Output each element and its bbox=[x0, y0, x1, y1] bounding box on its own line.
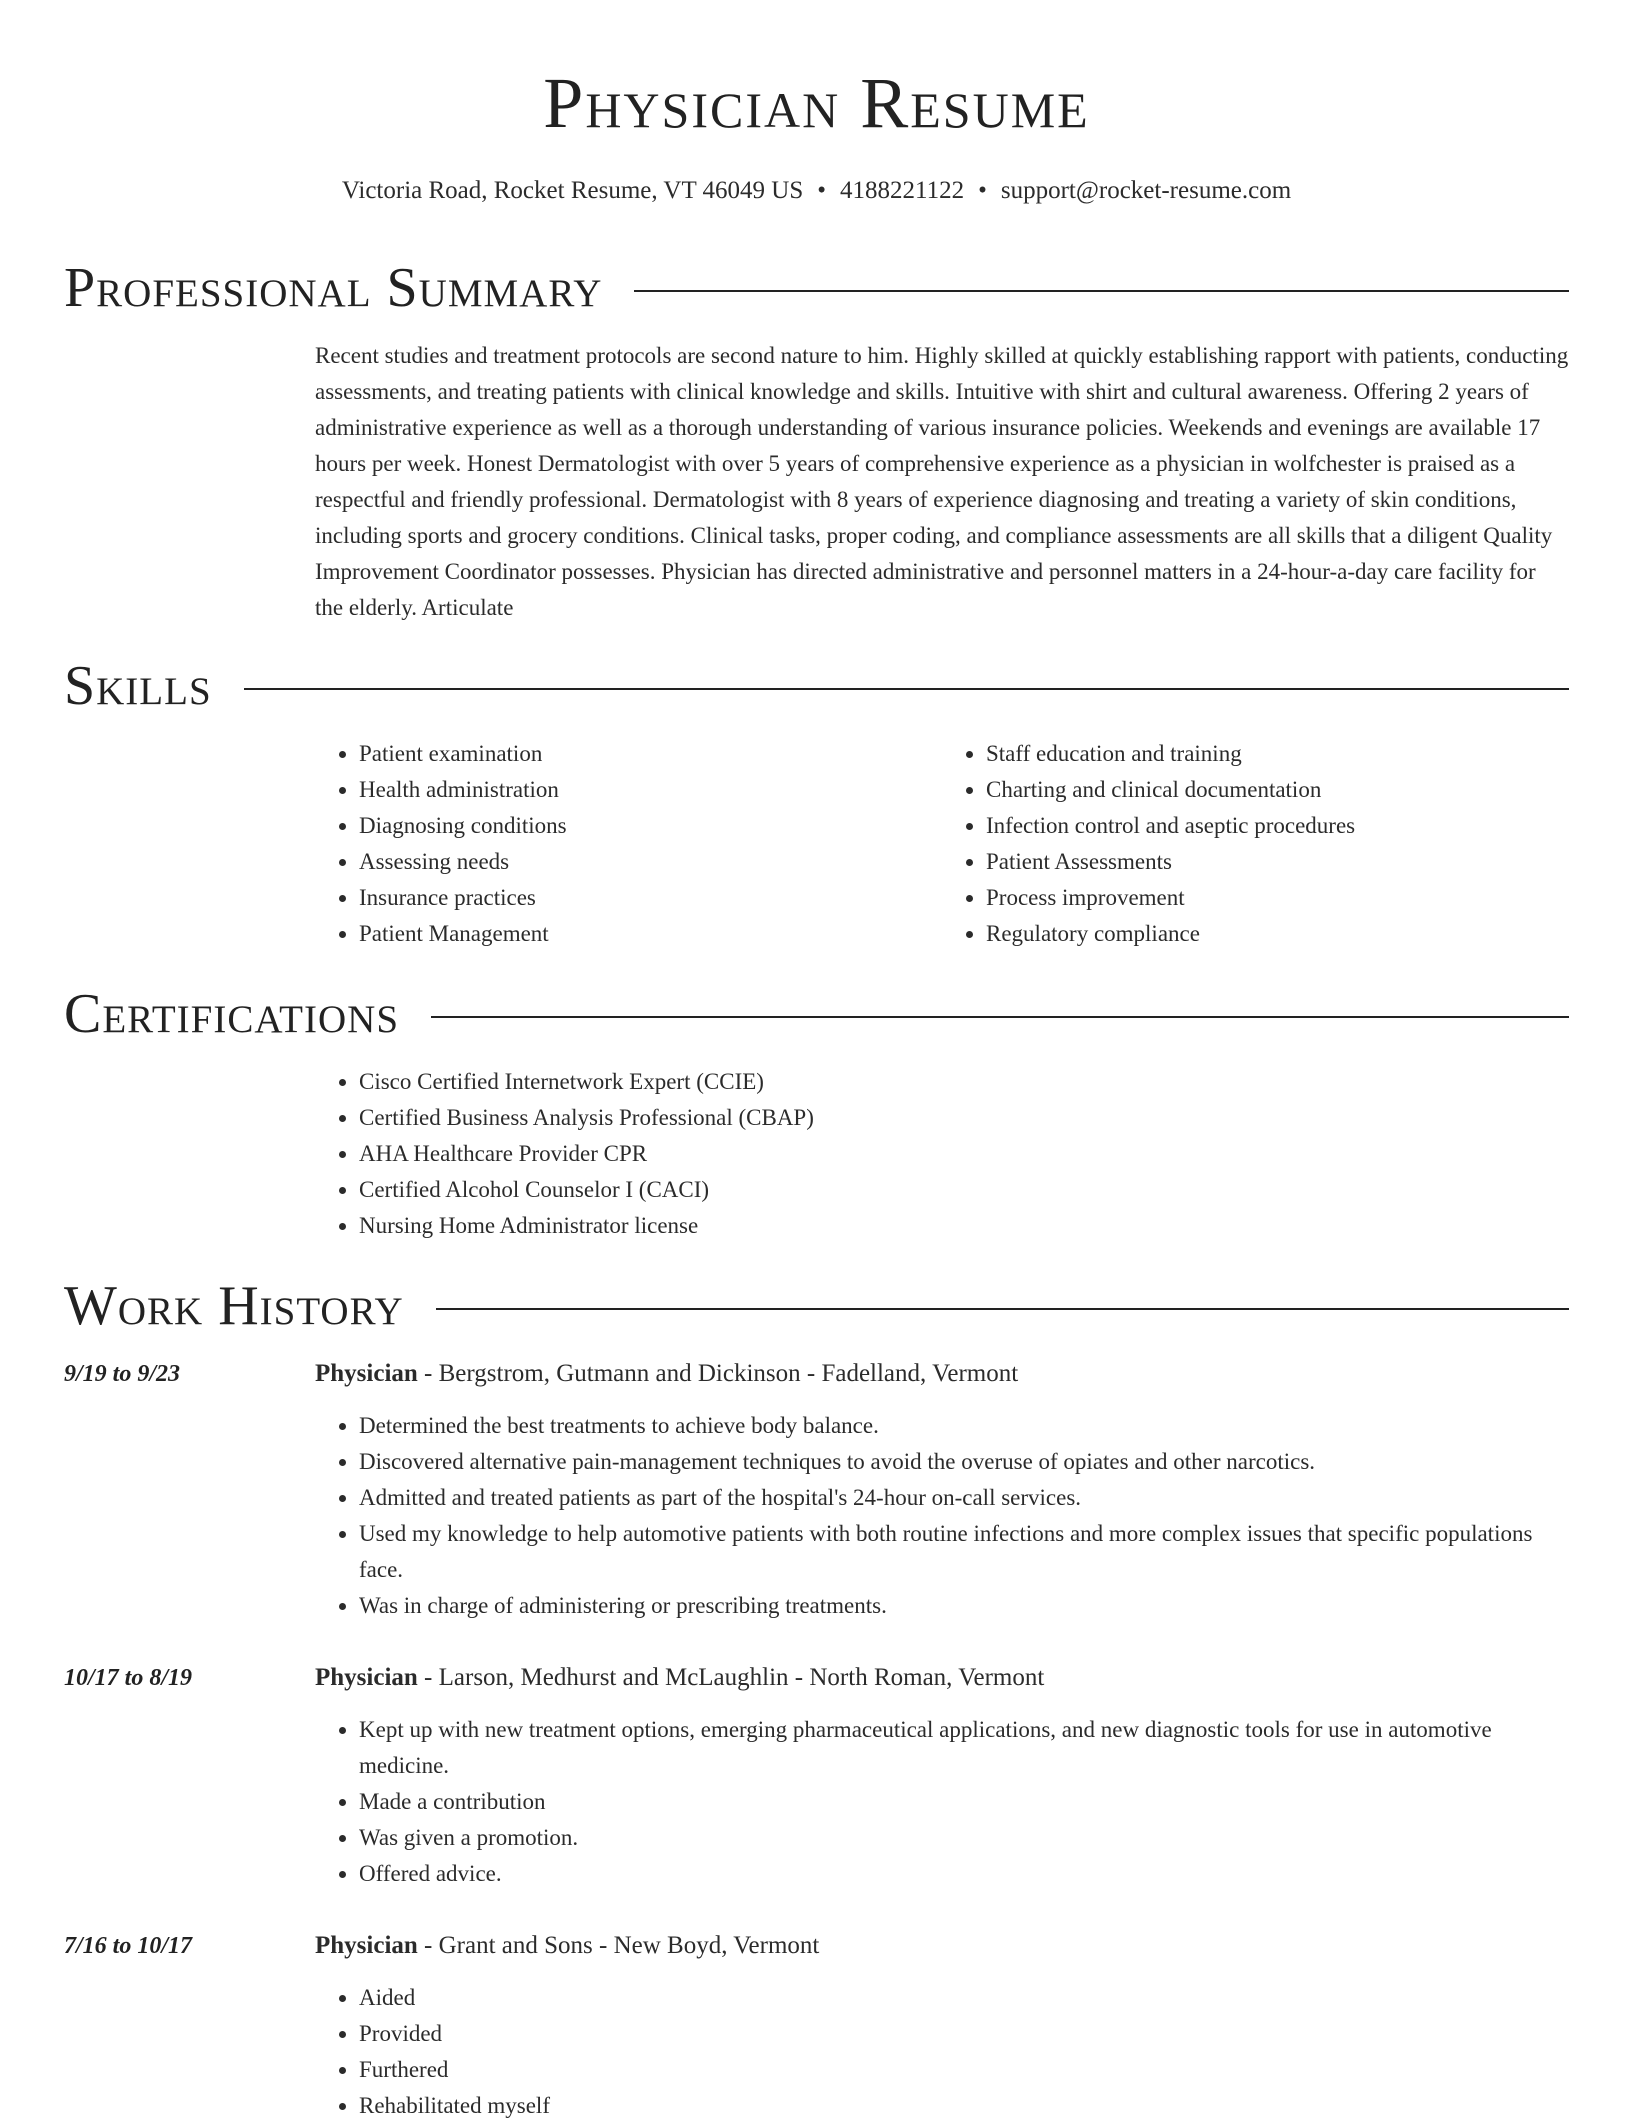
certification-item: • Certified Business Analysis Professional (CBAP) bbox=[359, 1100, 1569, 1136]
skills-section-header bbox=[64, 654, 1569, 718]
skills-heading: Skills bbox=[64, 655, 212, 717]
job-title-line bbox=[315, 1662, 1044, 1694]
certifications-list bbox=[315, 1064, 1569, 1244]
skill-item: • Charting and clinical documentation bbox=[986, 772, 1569, 808]
certification-item: • AHA Healthcare Provider CPR bbox=[359, 1136, 1569, 1172]
skill-item: • Diagnosing conditions bbox=[359, 808, 942, 844]
section-divider bbox=[244, 688, 1569, 690]
job-duty-item: • Discovered alternative pain-management techniques to avoid the overuse of opiates and other narcotics. bbox=[359, 1444, 1569, 1480]
certifications-heading: Certifications bbox=[64, 983, 400, 1045]
skill-item: • Insurance practices bbox=[359, 880, 942, 916]
section-divider bbox=[431, 1016, 1569, 1018]
certification-item: • Certified Alcohol Counselor I (CACI) bbox=[359, 1172, 1569, 1208]
skill-item: • Staff education and training bbox=[986, 736, 1569, 772]
job-duty-item: • Kept up with new treatment options, emerging pharmaceutical applications, and new diagnostic tools for use in automotive medicine. bbox=[359, 1712, 1569, 1784]
skill-item: • Assessing needs bbox=[359, 844, 942, 880]
certification-item: • Nursing Home Administrator license bbox=[359, 1208, 1569, 1244]
contact-email: support@rocket-resume.com bbox=[1000, 177, 1292, 204]
job-duty-item: • Determined the best treatments to achieve body balance. bbox=[359, 1408, 1569, 1444]
contact-separator: • bbox=[817, 177, 827, 204]
certification-item: • Cisco Certified Internetwork Expert (CCIE) bbox=[359, 1064, 1569, 1100]
job-duty-item: • Provided bbox=[359, 2016, 1569, 2052]
job-duty-item: • Aided bbox=[359, 1980, 1569, 2016]
job-duties bbox=[315, 1712, 1569, 1892]
job-role: Physician bbox=[315, 1360, 418, 1387]
job-role: Physician bbox=[315, 1664, 418, 1691]
job-duty-item: • Used my knowledge to help automotive patients with both routine infections and more complex issues that specific populations face. bbox=[359, 1516, 1569, 1588]
job-duty-item: • Rehabilitated myself bbox=[359, 2088, 1569, 2124]
skill-item: • Process improvement bbox=[986, 880, 1569, 916]
job-title-line bbox=[315, 1358, 1018, 1390]
job-dates: 9/19 to 9/23 bbox=[64, 1361, 181, 1387]
contact-address: Victoria Road, Rocket Resume, VT 46049 US bbox=[341, 177, 804, 204]
skills-list-left bbox=[315, 736, 942, 952]
job-employer: - Larson, Medhurst and McLaughlin - North Roman, Vermont bbox=[417, 1664, 1045, 1691]
job-dates: 7/16 to 10/17 bbox=[64, 1933, 193, 1959]
job-duty-item: • Was in charge of administering or prescribing treatments. bbox=[359, 1588, 1569, 1624]
job-duty-item: • Was given a promotion. bbox=[359, 1820, 1569, 1856]
skill-item: • Patient examination bbox=[359, 736, 942, 772]
contact-phone: 4188221122 bbox=[840, 177, 965, 204]
job-duties bbox=[315, 1408, 1569, 1624]
skill-item: • Regulatory compliance bbox=[986, 916, 1569, 952]
job-duty-item: • Made a contribution bbox=[359, 1784, 1569, 1820]
skill-item: • Health administration bbox=[359, 772, 942, 808]
summary-body bbox=[315, 338, 1569, 626]
section-divider bbox=[436, 1308, 1569, 1310]
summary-text: Recent studies and treatment protocols are second nature to him. Highly skilled at quickly establishing rapport with patients, conducting assessments, and treating patients with clinical knowledge and skills. Intuitive with shirt and cultural awareness. Offering 2 years of administrative experience as well as a thorough understanding of various insurance policies. Weekends and evenings are available 17 hours per week. Honest Dermatologist with over 5 years of comprehensive experience as a physician in wolfchester is praised as a respectful and friendly professional. Dermatologist with 8 years of experience diagnosing and treating a variety of skin conditions, including sports and grocery conditions. Clinical tasks, proper coding, and compliance assessments are all skills that a diligent Quality Improvement Coordinator possesses. Physician has directed administrative and personnel matters in a 24-hour-a-day care facility for the elderly. Articulate bbox=[315, 343, 1569, 620]
section-divider bbox=[634, 290, 1569, 292]
job-duty-item: • Offered advice. bbox=[359, 1856, 1569, 1892]
job-duties bbox=[315, 1980, 1569, 2124]
skills-body bbox=[315, 736, 1569, 952]
skill-item: • Patient Assessments bbox=[986, 844, 1569, 880]
work-history-heading: Work History bbox=[64, 1275, 404, 1337]
job-dates: 10/17 to 8/19 bbox=[64, 1665, 193, 1691]
contact-line bbox=[64, 175, 1569, 207]
summary-heading: Professional Summary bbox=[64, 257, 603, 319]
contact-separator: • bbox=[978, 177, 987, 204]
job-duty-item: • Furthered bbox=[359, 2052, 1569, 2088]
job-title-line bbox=[315, 1930, 819, 1962]
skill-item: • Infection control and aseptic procedures bbox=[986, 808, 1569, 844]
job-employer: - Bergstrom, Gutmann and Dickinson - Fadelland, Vermont bbox=[417, 1360, 1019, 1387]
resume-title: Physician Resume bbox=[543, 63, 1090, 143]
job-duty-item: • Admitted and treated patients as part of the hospital's 24-hour on-call services. bbox=[359, 1480, 1569, 1516]
certifications-section-header bbox=[64, 982, 1569, 1046]
certifications-body bbox=[315, 1064, 1569, 1244]
work-history-section-header bbox=[64, 1274, 1569, 1338]
job-employer: - Grant and Sons - New Boyd, Vermont bbox=[417, 1932, 820, 1959]
job-role: Physician bbox=[315, 1932, 418, 1959]
skills-list-right bbox=[942, 736, 1569, 952]
summary-section-header bbox=[64, 256, 1569, 320]
skill-item: • Patient Management bbox=[359, 916, 942, 952]
